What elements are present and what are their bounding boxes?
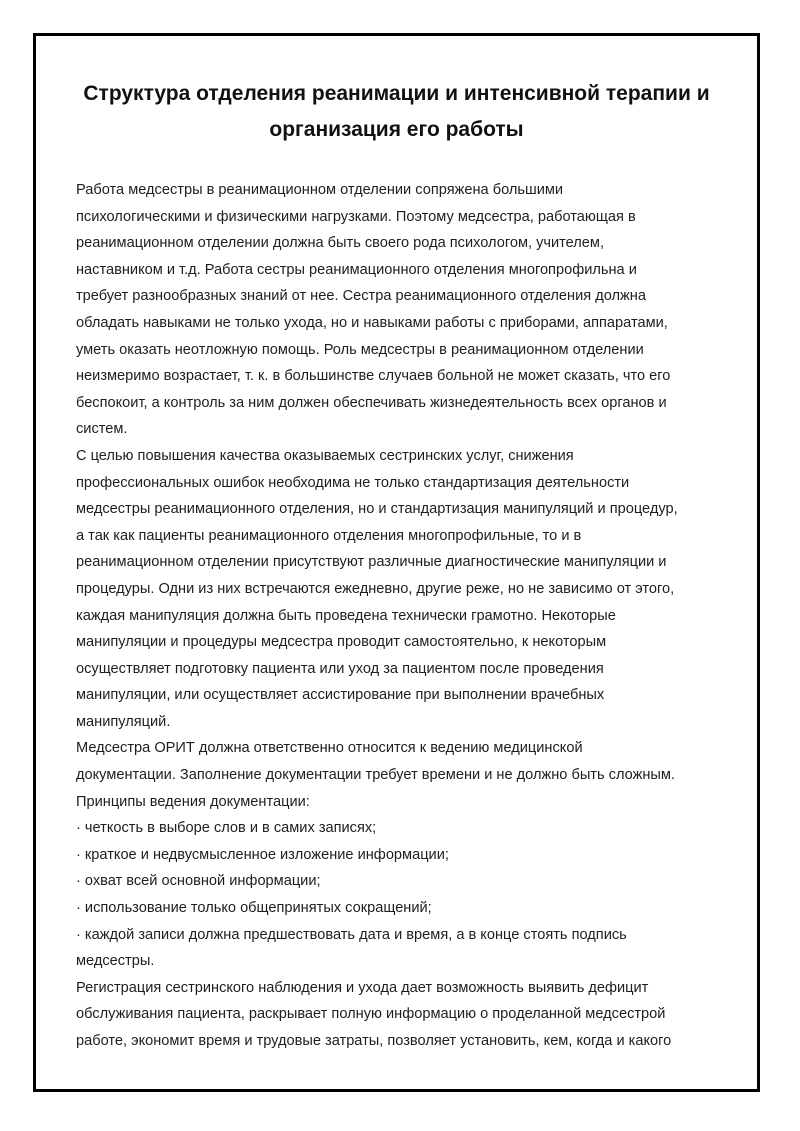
list-item: · охват всей основной информации; — [76, 873, 321, 890]
text-line: Работа медсестры в реанимационном отделении сопряжена большими — [76, 182, 564, 198]
text-line: обладать навыками не только ухода, но и навыками работы с приборами, аппаратами, — [76, 314, 668, 331]
text-line: медсестры реанимационного отделения, но и стандартизация манипуляций и процедур, — [76, 501, 678, 518]
title-line-1: Структура отделения реанимации и интенсивной терапии и — [83, 82, 710, 105]
text-line: систем. — [76, 421, 128, 438]
text-line: неизмеримо возрастает, т. к. в большинстве случаев больной не может сказать, что его — [76, 368, 671, 385]
text-line: работе, экономит время и трудовые затраты, позволяет установить, кем, когда и какого — [76, 1033, 672, 1049]
text-line: психологическими и физическими нагрузками. Поэтому медсестра, работающая в — [76, 208, 636, 225]
text-line: осуществляет подготовку пациента или уход за пациентом после проведения — [76, 660, 604, 677]
text-line: уметь оказать неотложную помощь. Роль медсестры в реанимационном отделении — [76, 341, 644, 358]
text-line: наставником и т.д. Работа сестры реанимационного отделения многопрофильна и — [76, 261, 637, 278]
text-line: медсестры. — [76, 953, 155, 970]
text-line: манипуляции и процедуры медсестра проводит самостоятельно, к некоторым — [76, 634, 607, 651]
list-item: · каждой записи должна предшествовать дата и время, а в конце стоять подпись — [76, 926, 627, 943]
text-line: обслуживания пациента, раскрывает полную информацию о проделанной медсестрой — [76, 1006, 666, 1023]
text-line: С целью повышения качества оказываемых сестринских услуг, снижения — [76, 447, 574, 464]
list-item: · четкость в выборе слов и в самих записях; — [76, 820, 377, 837]
title-line-2: организация его работы — [269, 118, 524, 141]
document-title — [36, 76, 757, 148]
list-item: · использование только общепринятых сокращений; — [76, 900, 432, 917]
text-line: документации. Заполнение документации требует времени и не должно быть сложным. — [76, 767, 675, 784]
text-line: а так как пациенты реанимационного отделения многопрофильные, то и в — [76, 527, 582, 544]
page-frame — [33, 33, 760, 1092]
text-line: манипуляции, или осуществляет ассистирование при выполнении врачебных — [76, 687, 605, 704]
text-line: Медсестра ОРИТ должна ответственно относится к ведению медицинской — [76, 740, 583, 757]
text-line: Регистрация сестринского наблюдения и ухода дает возможность выявить дефицит — [76, 979, 649, 996]
text-line: беспокоит, а контроль за ним должен обеспечивать жизнедеятельность всех органов и — [76, 394, 667, 411]
text-line: манипуляций. — [76, 713, 171, 730]
text-line: реанимационном отделении должна быть своего рода психологом, учителем, — [76, 235, 605, 252]
text-line: процедуры. Одни из них встречаются ежедневно, другие реже, но не зависимо от этого, — [76, 580, 675, 597]
text-line: Принципы ведения документации: — [76, 793, 310, 810]
text-line: профессиональных ошибок необходима не только стандартизация деятельности — [76, 474, 630, 491]
text-line: каждая манипуляция должна быть проведена технически грамотно. Некоторые — [76, 607, 616, 624]
document-body — [76, 177, 726, 1055]
text-line: реанимационном отделении присутствуют различные диагностические манипуляции и — [76, 554, 667, 571]
text-line: требует разнообразных знаний от нее. Сестра реанимационного отделения должна — [76, 288, 646, 305]
list-item: · краткое и недвусмысленное изложение информации; — [76, 846, 449, 863]
